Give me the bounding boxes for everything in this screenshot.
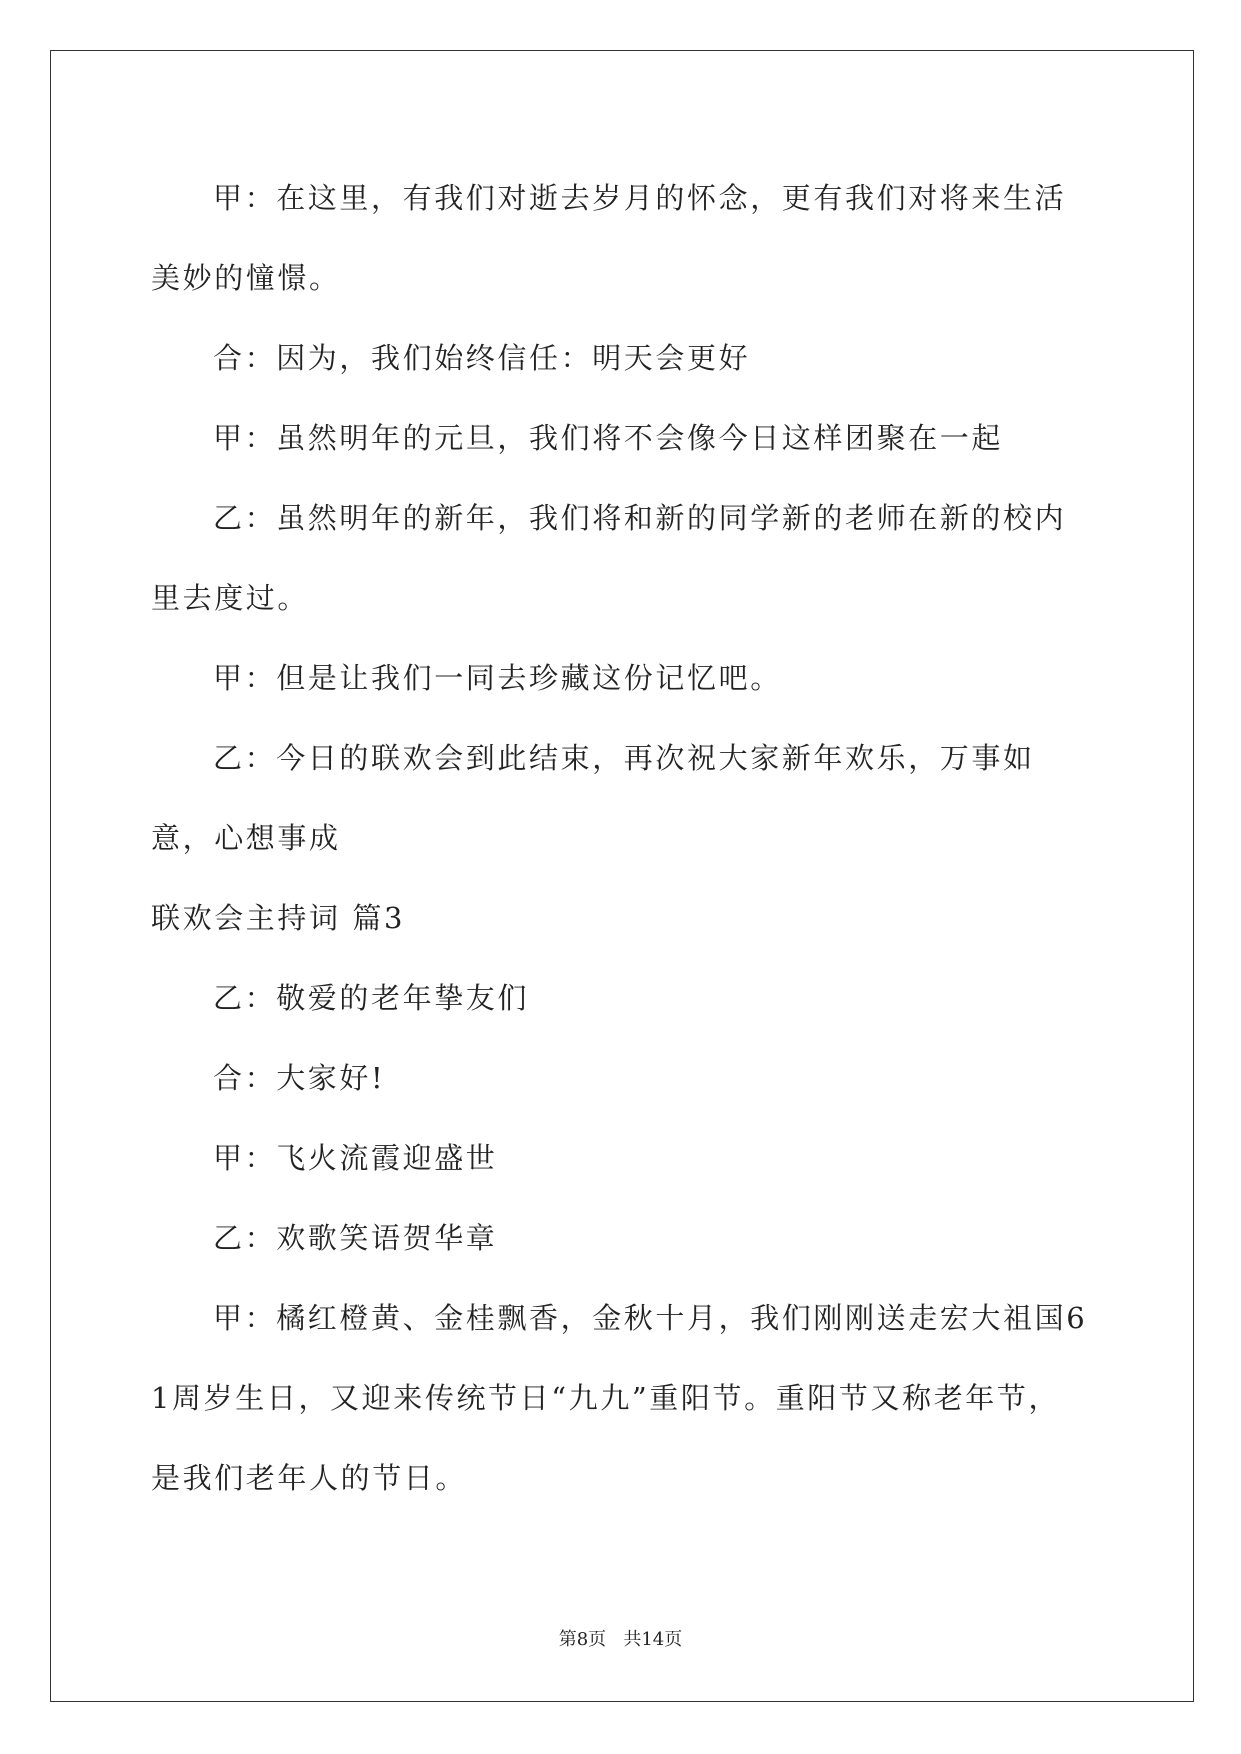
document-body: [151, 158, 1091, 1518]
section-heading: 联欢会主持词 篇3: [151, 901, 406, 935]
page-number: 第8页 共14页: [558, 1629, 683, 1650]
paragraph-6: 乙：今日的联欢会到此结束，再次祝大家新年欢乐，万事如意，心想事成: [151, 741, 1035, 855]
paragraph-4: 乙：虽然明年的新年，我们将和新的同学新的老师在新的校内里去度过。: [151, 501, 1067, 615]
paragraph-11: 甲：橘红橙黄、金桂飘香，金秋十月，我们刚刚送走宏大祖国61周岁生日，又迎来传统节日“九九”重阳节。重阳节又称老年节，是我们老年人的节日。: [151, 1301, 1088, 1495]
paragraph-5: 甲：但是让我们一同去珍藏这份记忆吧。: [213, 661, 782, 695]
paragraph-7: 乙：敬爱的老年挚友们: [213, 981, 530, 1015]
paragraph-10: 乙：欢歌笑语贺华章: [213, 1221, 498, 1255]
paragraph-9: 甲：飞火流霞迎盛世: [213, 1141, 498, 1175]
paragraph-3: 甲：虽然明年的元旦，我们将不会像今日这样团聚在一起: [213, 421, 1004, 455]
paragraph-8: 合：大家好!: [213, 1061, 386, 1095]
paragraph-2: 合：因为，我们始终信任：明天会更好: [213, 341, 751, 375]
paragraph-1: 甲：在这里，有我们对逝去岁月的怀念，更有我们对将来生活美妙的憧憬。: [151, 181, 1067, 295]
